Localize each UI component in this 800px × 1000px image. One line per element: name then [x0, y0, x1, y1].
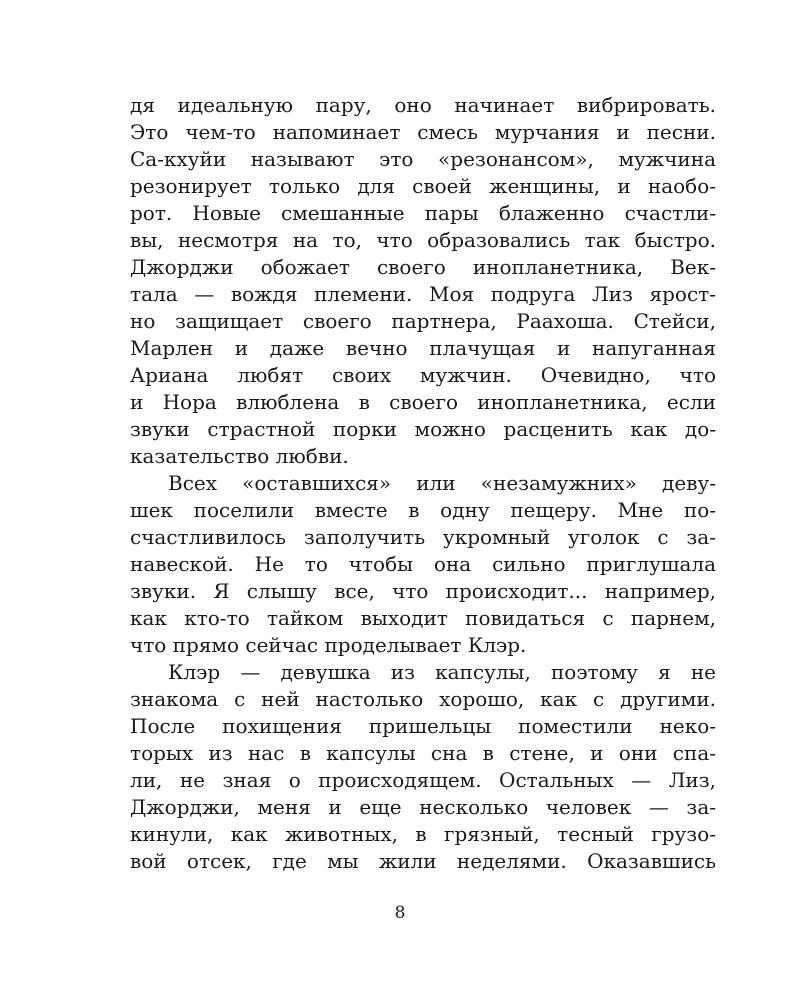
text-line: Клэр — девушка из капсулы, поэтому я не [168, 660, 716, 684]
text-line: Марлен и даже вечно плачущая и напуганная [130, 336, 716, 360]
text-line: счастливилось заполучить укромный уголок с за- [130, 525, 716, 549]
text-line: но защищает своего партнера, Раахоша. Стейси, [130, 309, 716, 333]
text-line: звуки страстной порки можно расценить как до- [130, 417, 716, 441]
text-line: казательство любви. [130, 444, 349, 468]
text-line: торых из нас в капсулы сна в стене, и они спа- [130, 741, 716, 765]
text-line: тала — вождя племени. Моя подруга Лиз ярост- [130, 282, 716, 306]
text-line: резонирует только для своей женщины, и наобо- [130, 174, 716, 198]
text-line: Джорджи обожает своего инопланетника, Век- [130, 255, 716, 279]
text-line: что прямо сейчас проделывает Клэр. [130, 633, 527, 657]
text-line: Джорджи, меня и еще несколько человек — за- [130, 795, 716, 819]
text-line: Это чем-то напоминает смесь мурчания и песни. [130, 120, 716, 144]
text-line: Ариана любят своих мужчин. Очевидно, что [130, 363, 716, 387]
text-line: кинули, как животных, в грязный, тесный грузо- [130, 822, 716, 846]
text-line: ли, не зная о происходящем. Остальных — Лиз, [130, 768, 716, 792]
text-line: навеской. Не то чтобы она сильно приглушала [130, 552, 716, 576]
text-line: рот. Новые смешанные пары блаженно счастли- [130, 201, 716, 225]
text-line: дя идеальную пару, оно начинает вибрировать. [130, 93, 716, 117]
text-line: вой отсек, где мы жили неделями. Оказавшись [130, 849, 716, 873]
body-text [130, 92, 716, 875]
text-line: вы, несмотря на то, что образовались так быстро. [130, 228, 716, 252]
page-number: 8 [394, 903, 406, 923]
text-line: шек поселили вместе в одну пещеру. Мне по- [130, 498, 716, 522]
text-line: Са-кхуйи называют это «резонансом», мужчина [130, 147, 716, 171]
text-line: и Нора влюблена в своего инопланетника, если [130, 390, 716, 414]
text-line: как кто-то тайком выходит повидаться с парнем, [130, 606, 716, 630]
text-line: После похищения пришельцы поместили неко- [130, 714, 716, 738]
text-line: знакома с ней настолько хорошо, как с другими. [130, 687, 716, 711]
text-line: звуки. Я слышу все, что происходит... например, [130, 579, 716, 603]
text-line: Всех «оставшихся» или «незамужних» деву- [168, 471, 716, 495]
